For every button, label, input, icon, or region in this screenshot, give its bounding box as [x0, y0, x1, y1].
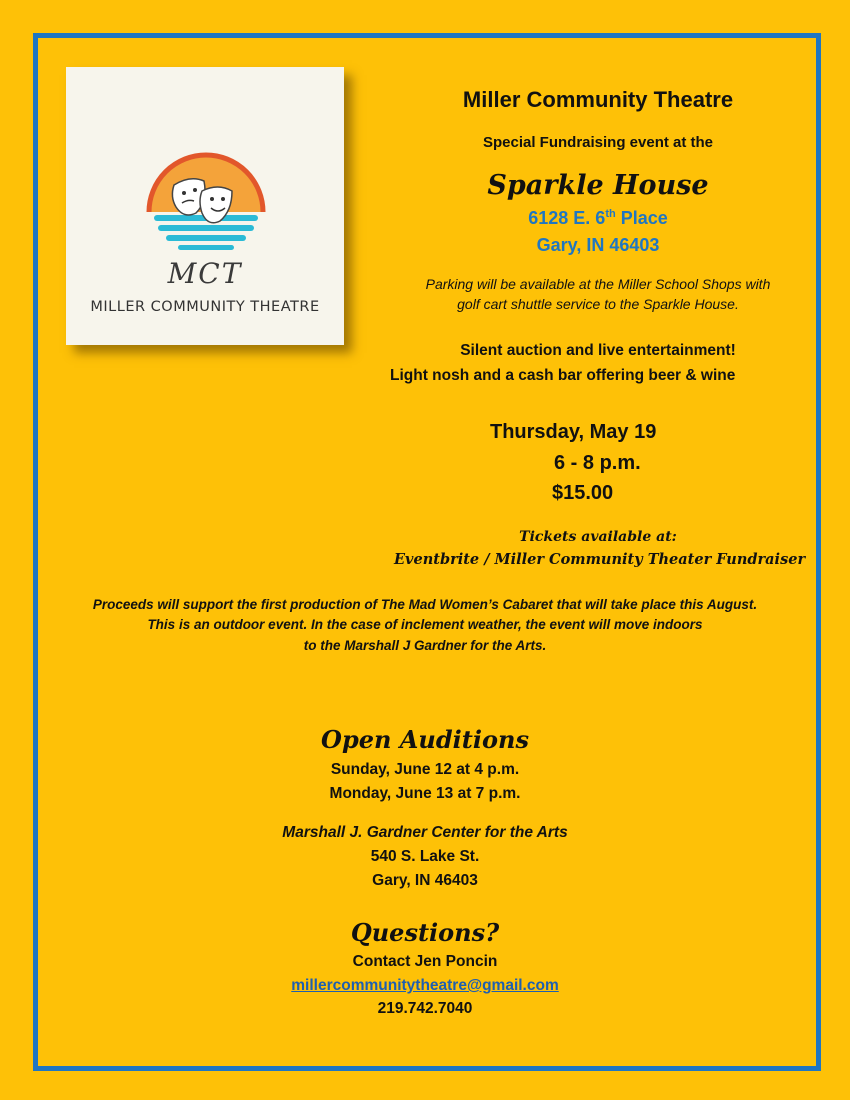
theatre-logo	[66, 67, 344, 345]
logo-initials: MCT	[167, 257, 243, 290]
audition-city: Gary, IN 46403	[372, 872, 478, 889]
audition-date-2: Monday, June 13 at 7 p.m.	[329, 785, 521, 802]
auditions-heading: Open Auditions	[321, 725, 529, 754]
parking-line-2: golf cart shuttle service to the Sparkle House.	[457, 296, 739, 312]
proceeds-line-2: This is an outdoor event. In the case of inclement weather, the event will move indoors	[147, 617, 703, 632]
venue-city: Gary, IN 46403	[536, 235, 660, 255]
parking-line-1: Parking will be available at the Miller School Shops with	[425, 276, 771, 292]
tickets-link[interactable]: Eventbrite / Miller Community Theater Fundraiser	[394, 551, 806, 568]
audition-street: 540 S. Lake St.	[370, 848, 480, 865]
event-date: Thursday, May 19	[490, 421, 657, 443]
contact-phone: 219.742.7040	[377, 1000, 473, 1017]
audition-venue: Marshall J. Gardner Center for the Arts	[282, 824, 568, 841]
audition-date-1: Sunday, June 12 at 4 p.m.	[330, 761, 520, 778]
logo-name: MILLER COMMUNITY THEATRE	[90, 299, 320, 315]
proceeds-line-1: Proceeds will support the first production of The Mad Women’s Cabaret that will take place this August.	[92, 597, 758, 612]
venue-street: 6128 E. 6th Place	[528, 208, 668, 228]
event-time: 6 - 8 p.m.	[554, 452, 641, 474]
questions-heading: Questions?	[350, 918, 500, 947]
proceeds-line-3: to the Marshall J Gardner for the Arts.	[303, 638, 547, 653]
page-title: Miller Community Theatre	[462, 87, 734, 112]
event-subtitle: Special Fundraising event at the	[482, 134, 714, 151]
contact-email-link[interactable]: millercommunitytheatre@gmail.com	[291, 977, 559, 994]
features-line-2: Light nosh and a cash bar offering beer & wine	[390, 367, 736, 384]
event-price: $15.00	[552, 482, 614, 504]
tickets-heading: Tickets available at:	[519, 529, 677, 545]
contact-name: Contact Jen Poncin	[352, 953, 498, 970]
features-line-1: Silent auction and live entertainment!	[460, 342, 736, 359]
venue-name: Sparkle House	[487, 170, 709, 201]
